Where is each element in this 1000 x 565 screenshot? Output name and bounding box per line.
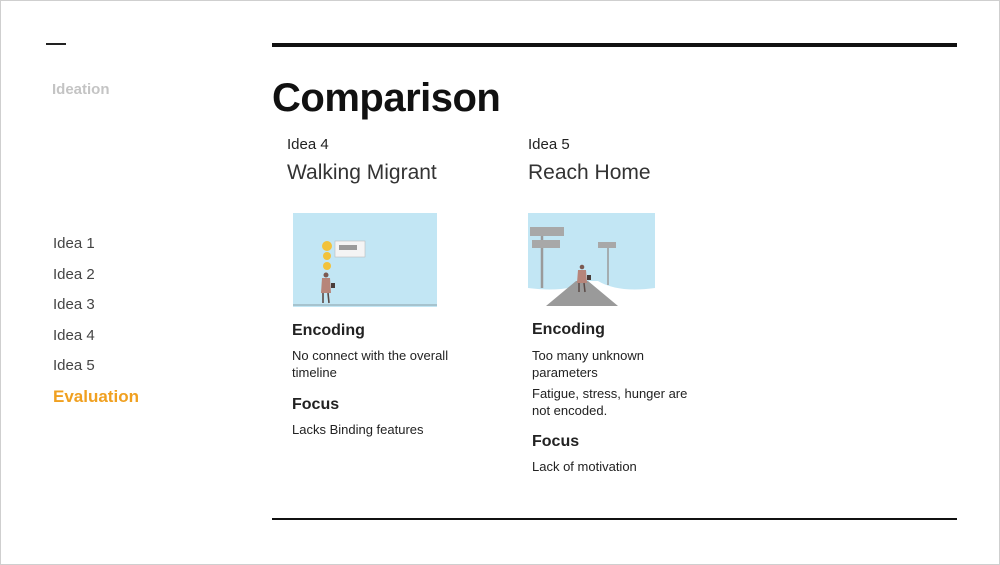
- idea-5-focus: [532, 433, 732, 475]
- idea-5-encoding-text-1: Too many unknown parameters: [532, 348, 645, 380]
- section-label: Ideation: [52, 81, 110, 98]
- idea-5-label: Idea 5: [528, 136, 570, 153]
- sidebar-item-idea-4[interactable]: Idea 4: [53, 326, 95, 344]
- idea-4-encoding-text: No connect with the overall timeline: [292, 348, 449, 380]
- idea-4-name: Walking Migrant: [287, 161, 437, 184]
- sidebar-item-idea-1[interactable]: Idea 1: [53, 235, 95, 252]
- idea-5-encoding-text-2: Fatigue, stress, hunger are not encoded.: [532, 386, 688, 418]
- reach-home-scene-icon: [528, 213, 655, 306]
- idea-4-focus: [292, 396, 492, 438]
- idea-5-focus-heading: Focus: [532, 433, 580, 450]
- walking-migrant-scene-icon: [293, 213, 437, 307]
- sidebar-item-evaluation[interactable]: Evaluation: [53, 386, 139, 406]
- idea-4-encoding-heading: Encoding: [292, 322, 365, 339]
- page-title: Comparison: [272, 76, 501, 120]
- idea-5-encoding: [532, 321, 732, 419]
- top-divider: [272, 43, 957, 47]
- idea-4-focus-heading: Focus: [292, 396, 340, 413]
- header-dash: [46, 43, 66, 45]
- sidebar-item-idea-3[interactable]: Idea 3: [53, 296, 95, 313]
- sidebar-item-idea-2[interactable]: Idea 2: [53, 265, 95, 283]
- idea-4-encoding: [292, 322, 492, 381]
- idea-5-header: [528, 136, 728, 185]
- idea-4-header: [287, 136, 487, 185]
- idea-5-encoding-heading: Encoding: [532, 321, 605, 338]
- sidebar-item-idea-5[interactable]: Idea 5: [53, 357, 95, 374]
- idea-5-focus-text: Lack of motivation: [532, 459, 637, 474]
- idea-5-name: Reach Home: [528, 161, 651, 184]
- walking-migrant-illustration: [293, 213, 437, 307]
- bottom-divider: [272, 518, 957, 520]
- reach-home-illustration: [528, 213, 655, 306]
- idea-4-label: Idea 4: [287, 136, 329, 153]
- idea-4-focus-text: Lacks Binding features: [292, 422, 424, 437]
- sidebar-nav: [53, 234, 139, 417]
